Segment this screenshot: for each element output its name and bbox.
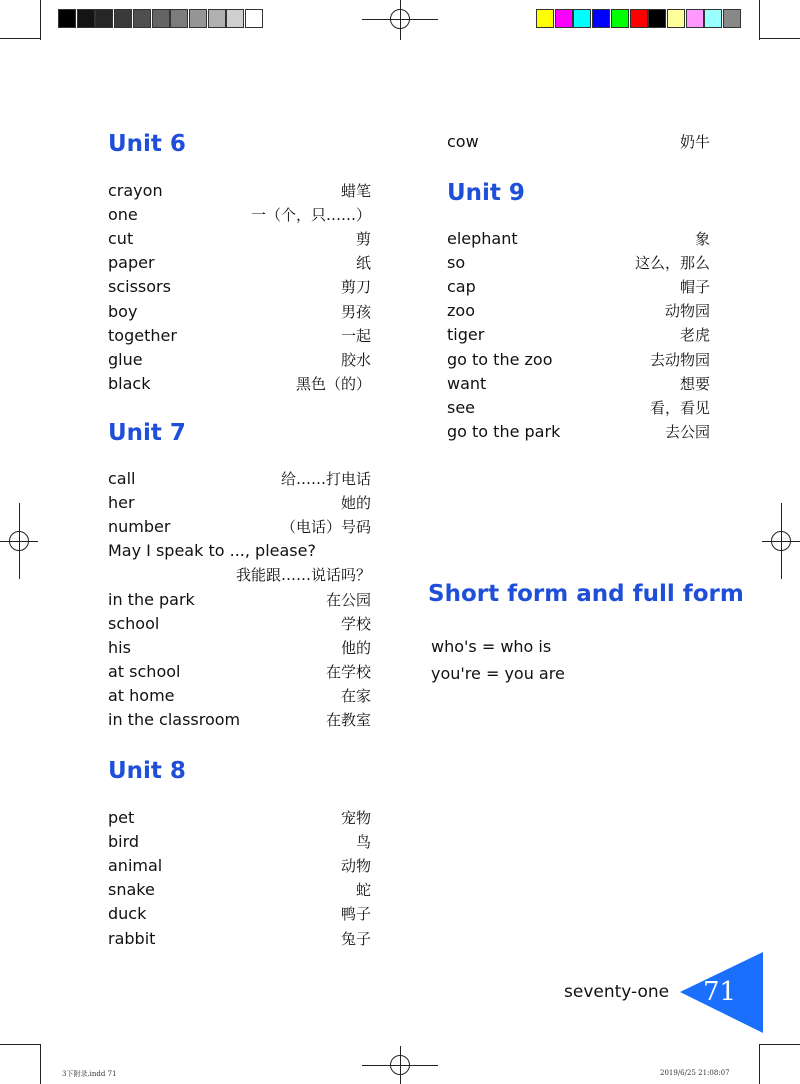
short-form-title: Short form and full form [428, 581, 744, 607]
crop-mark [759, 0, 760, 40]
crop-mark [40, 1044, 41, 1084]
vocab-english: at school [108, 661, 181, 681]
vocab-row [108, 660, 371, 684]
vocab-chinese: 这么，那么 [634, 254, 710, 273]
vocab-english: want [447, 373, 487, 393]
crop-mark [0, 1044, 40, 1045]
vocab-english: tiger [447, 325, 485, 345]
crop-mark [760, 38, 800, 39]
vocab-english: in the classroom [108, 710, 241, 729]
vocab-row [447, 396, 710, 420]
vocab-row [108, 203, 371, 227]
unit-6-title: Unit 6 [108, 131, 186, 157]
color-swatch [536, 9, 554, 28]
color-swatch [611, 9, 629, 28]
vocab-chinese: 蛇 [355, 881, 371, 900]
crop-mark [40, 0, 41, 40]
vocab-row [108, 515, 371, 539]
crop-mark [0, 38, 40, 39]
vocab-english: her [108, 493, 135, 513]
vocab-chinese: 黑色（的） [295, 374, 371, 393]
vocab-english: snake [108, 880, 155, 900]
vocab-chinese: 宠物 [340, 809, 371, 827]
vocab-chinese: 在教室 [325, 711, 371, 729]
crop-mark [759, 1044, 760, 1084]
vocab-english: rabbit [108, 928, 156, 948]
vocab-chinese: 一（个，只……） [250, 206, 371, 225]
gray-swatch [208, 9, 226, 28]
vocab-row [108, 491, 371, 515]
vocab-chinese: 学校 [340, 614, 371, 633]
color-swatch [704, 9, 722, 28]
unit-7-title: Unit 7 [108, 420, 186, 446]
vocab-row [108, 275, 371, 299]
vocab-row [108, 927, 371, 951]
page-word: seventy-one [564, 982, 670, 1002]
vocab-english: so [447, 253, 466, 273]
short-form-line: you're = you are [431, 664, 565, 683]
vocab-chinese: 男孩 [340, 302, 371, 321]
vocab-row [108, 806, 371, 830]
vocab-chinese: 在公园 [325, 590, 371, 609]
vocab-english: May I speak to ..., please? [108, 541, 316, 561]
vocab-chinese: 在家 [340, 686, 371, 705]
vocab-row [108, 539, 371, 563]
vocab-english: glue [108, 349, 143, 369]
vocab-row [108, 251, 371, 275]
vocab-row [447, 323, 710, 347]
vocab-row [108, 612, 371, 636]
vocab-english: at home [108, 685, 175, 705]
vocab-row [447, 227, 710, 251]
vocab-chinese: 纸 [355, 254, 371, 273]
vocab-english: see [447, 397, 476, 417]
vocab-row [108, 830, 371, 854]
short-form-line: who's = who is [431, 637, 552, 656]
vocab-row [108, 878, 371, 902]
vocab-row [447, 299, 710, 323]
vocab-chinese: 我能跟……说话吗？ [235, 566, 371, 585]
vocab-row [447, 420, 710, 444]
color-swatch [573, 9, 591, 28]
vocab-chinese: 帽子 [679, 278, 710, 297]
vocab-chinese: （电话）号码 [280, 518, 371, 537]
vocab-row [108, 684, 371, 708]
vocab-english: together [108, 325, 177, 345]
vocab-chinese: 去动物园 [649, 350, 710, 369]
vocab-chinese: 象 [694, 230, 710, 248]
vocab-row [108, 300, 371, 324]
gray-swatch [245, 9, 263, 28]
color-swatch [555, 9, 573, 28]
vocab-row [447, 372, 710, 396]
vocab-row [108, 179, 371, 203]
vocab-english: scissors [108, 277, 171, 297]
unit-9-title: Unit 9 [447, 180, 525, 206]
vocab-chinese: 看，看见 [649, 398, 710, 417]
vocab-english: crayon [108, 181, 163, 200]
crop-mark [760, 1044, 800, 1045]
vocab-row [108, 372, 371, 396]
vocab-chinese: 胶水 [340, 350, 371, 369]
footer-timestamp: 2019/6/25 21:08:07 [660, 1069, 730, 1077]
vocab-english: black [108, 373, 151, 393]
vocab-chinese: 动物园 [664, 302, 710, 321]
vocab-english: boy [108, 301, 138, 321]
vocab-row [108, 588, 371, 612]
vocab-row [447, 275, 710, 299]
vocab-english: school [108, 613, 160, 633]
vocab-english: in the park [108, 589, 195, 609]
vocab-row [108, 467, 371, 491]
color-swatch [667, 9, 685, 28]
vocab-english: pet [108, 808, 135, 827]
vocab-chinese: 在学校 [325, 662, 371, 681]
vocab-chinese: 动物 [340, 857, 371, 876]
vocab-row [108, 708, 371, 732]
vocab-chinese: 蜡笔 [340, 182, 371, 200]
gray-swatch [152, 9, 170, 28]
footer-file-name: 3下附录.indd 71 [62, 1070, 117, 1078]
color-swatch [592, 9, 610, 28]
vocab-row [447, 348, 710, 372]
vocab-chinese: 老虎 [679, 326, 710, 345]
vocab-english: cow [447, 132, 479, 151]
vocab-english: go to the zoo [447, 349, 553, 369]
vocab-chinese: 他的 [340, 638, 371, 657]
vocab-english: his [108, 637, 131, 657]
gray-swatch [114, 9, 132, 28]
vocab-english: go to the park [447, 421, 561, 441]
gray-swatch [170, 9, 188, 28]
gray-swatch [133, 9, 151, 28]
vocab-english: zoo [447, 301, 475, 321]
page-number: 71 [703, 977, 737, 1007]
vocab-english: number [108, 517, 171, 537]
vocab-row [108, 854, 371, 878]
vocab-chinese: 一起 [340, 326, 371, 345]
vocab-chinese: 鸭子 [340, 905, 371, 924]
vocab-chinese: 想要 [679, 374, 710, 393]
vocab-chinese: 鸟 [355, 833, 371, 852]
vocab-chinese: 去公园 [664, 422, 710, 441]
unit-8-title: Unit 8 [108, 758, 186, 784]
vocab-row [108, 324, 371, 348]
vocab-row [108, 902, 371, 926]
gray-swatch [77, 9, 95, 28]
vocab-english: bird [108, 832, 140, 852]
vocab-english: cut [108, 229, 134, 249]
gray-swatch [226, 9, 244, 28]
gray-swatch [58, 9, 76, 28]
vocab-english: paper [108, 253, 155, 273]
vocab-english: call [108, 469, 136, 488]
vocab-row [108, 348, 371, 372]
vocab-chinese: 兔子 [340, 929, 371, 948]
vocab-chinese: 剪刀 [340, 278, 371, 297]
vocab-english: animal [108, 856, 163, 876]
vocab-english: elephant [447, 229, 518, 248]
vocab-chinese: 剪 [355, 230, 371, 249]
color-swatch [723, 9, 741, 28]
vocab-english: duck [108, 904, 147, 924]
vocab-row [108, 636, 371, 660]
gray-swatch [189, 9, 207, 28]
vocab-chinese: 给……打电话 [280, 470, 371, 488]
vocab-english: cap [447, 277, 476, 297]
color-swatch [648, 9, 666, 28]
vocab-chinese: 她的 [340, 494, 371, 513]
color-swatch [686, 9, 704, 28]
vocab-chinese: 奶牛 [679, 133, 710, 151]
vocab-row [108, 227, 371, 251]
vocab-row [447, 130, 710, 154]
gray-swatch [95, 9, 113, 28]
vocab-row [447, 251, 710, 275]
vocab-row [108, 563, 371, 587]
vocab-english: one [108, 205, 138, 225]
color-swatch [630, 9, 648, 28]
